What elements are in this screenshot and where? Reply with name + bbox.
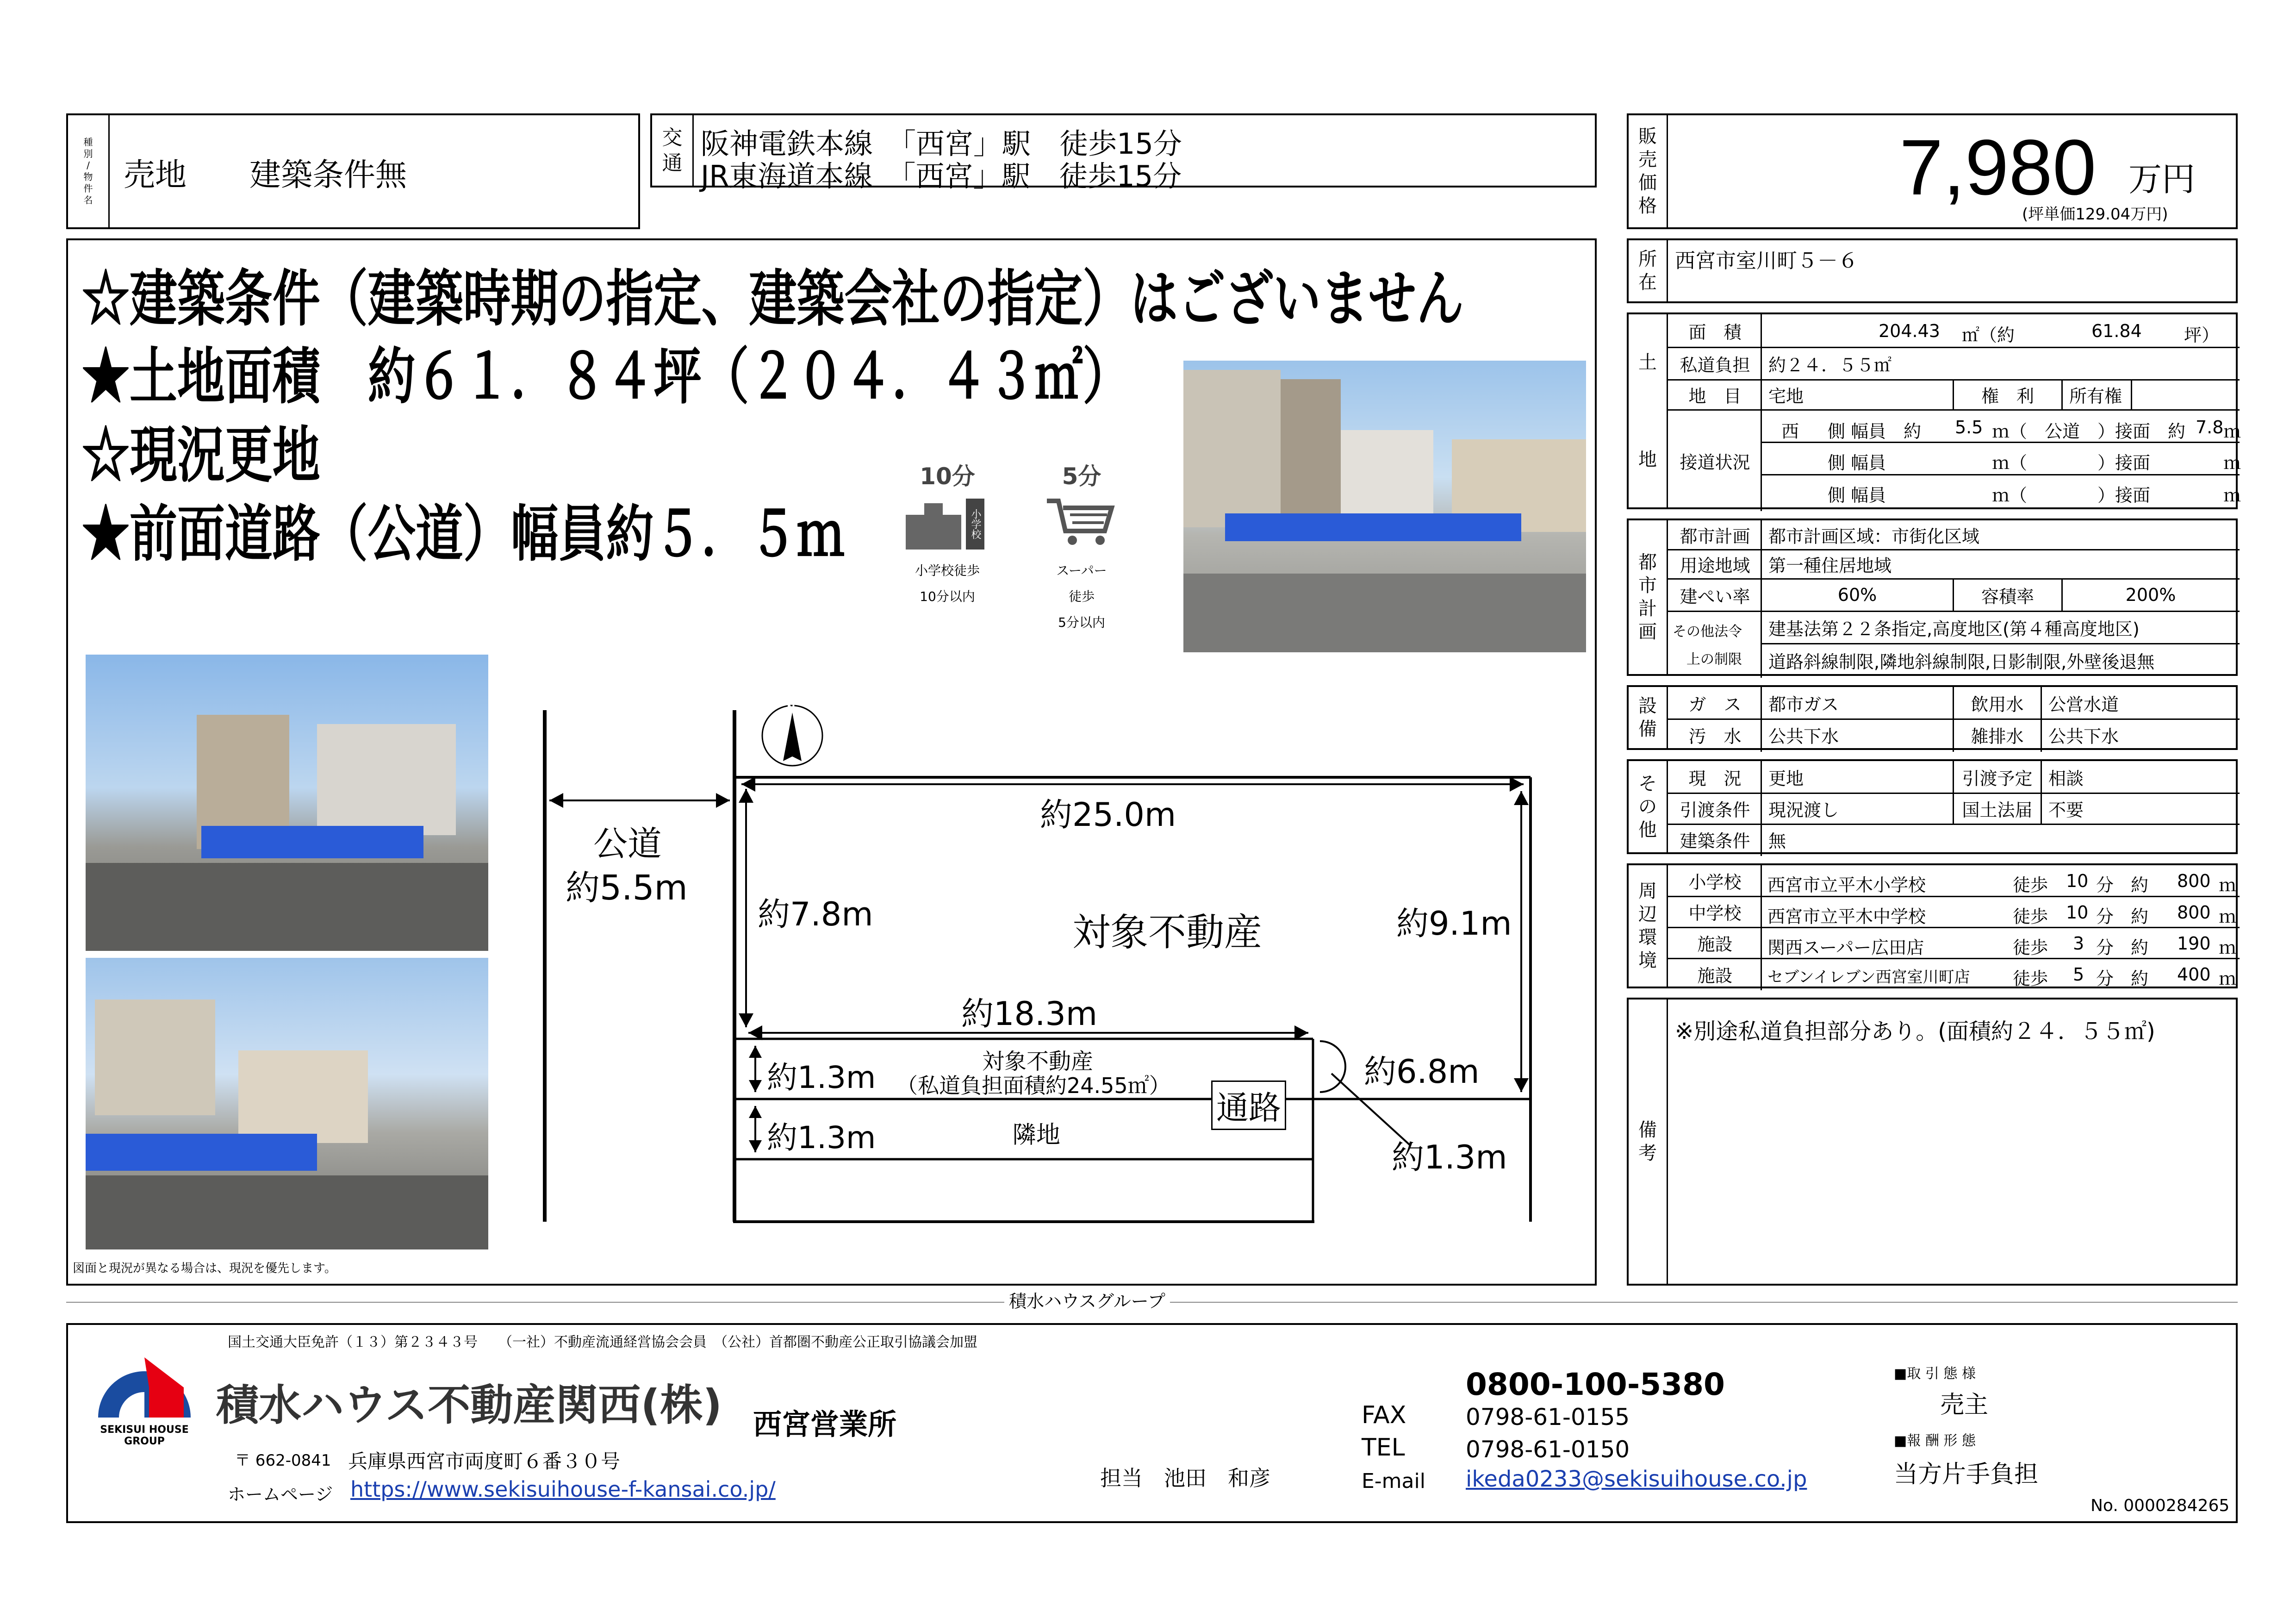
neighbor-label: 隣地 bbox=[1012, 1121, 1061, 1149]
email-link[interactable]: ikeda0233@sekisuihouse.co.jp bbox=[1466, 1466, 1807, 1492]
strip-height-2: 約1.3m bbox=[767, 1120, 876, 1156]
address-box bbox=[1627, 238, 2238, 303]
other-box: そ の 他 現 況 更地 引渡予定 相談 引渡条件 現況渡し 国土法届 不要 建築条件 無 bbox=[1627, 759, 2238, 854]
school-icon: 小学校 bbox=[901, 494, 994, 550]
email-label: E-mail bbox=[1362, 1469, 1425, 1493]
headline-3: ☆現況更地 bbox=[82, 419, 320, 491]
headline-2: ★土地面積 約６１．８４坪（２０４．４３㎡） bbox=[82, 341, 1131, 412]
main-panel bbox=[66, 238, 1597, 1286]
lot-right-depth: 約9.1m bbox=[1396, 905, 1512, 943]
company-address: 兵庫県西宮市両度町６番３０号 bbox=[348, 1450, 621, 1473]
surr-row-3-kind: 施設 bbox=[1697, 934, 1733, 955]
address-value: 西宮市室川町５－６ bbox=[1675, 249, 1858, 273]
price-unit: 万円 bbox=[2128, 160, 2196, 199]
price-label: 販 売 価 格 bbox=[1629, 115, 1668, 227]
surr-row-1-kind: 小学校 bbox=[1688, 872, 1742, 893]
surr-row-2-kind: 中学校 bbox=[1688, 903, 1742, 924]
tel-number[interactable]: 0798-61-0150 bbox=[1466, 1436, 1630, 1463]
land-area-value: 204.43 bbox=[1879, 321, 1940, 341]
headline-1: ☆建築条件（建築時期の指定、建築会社の指定）はございません bbox=[82, 263, 1464, 335]
fee-type-value: 当方片手負担 bbox=[1894, 1461, 2039, 1488]
chimoku-value: 宅地 bbox=[1768, 386, 1804, 406]
type-box bbox=[66, 113, 640, 229]
license-text: 国土交通大臣免許（１３）第２３４３号 （一社）不動産流通経営協会会員 （公社）首都圏不動産公正取引協議会加盟 bbox=[228, 1334, 977, 1350]
road-access-label: 接道状況 bbox=[1680, 452, 1750, 473]
surr-row-3-name: 関西スーパー広田店 bbox=[1767, 937, 1924, 958]
transport-box bbox=[650, 113, 1597, 193]
super-caption-2: 徒歩 bbox=[1068, 589, 1095, 604]
company-logo: SEKISUI HOUSE GROUP bbox=[91, 1353, 198, 1450]
disclaimer: 図面と現況が異なる場合は、現況を優先します。 bbox=[73, 1262, 336, 1275]
sekisui-logo-icon bbox=[91, 1353, 198, 1422]
lot-bottom-width: 約18.3m bbox=[961, 995, 1098, 1033]
rights-value: 所有権 bbox=[2069, 386, 2122, 406]
branch-name: 西宮営業所 bbox=[753, 1407, 897, 1441]
deal-type-value: 売主 bbox=[1940, 1391, 1989, 1419]
fax-number: 0798-61-0155 bbox=[1466, 1404, 1630, 1430]
footer-box bbox=[66, 1323, 2238, 1523]
land-area-tsubo: 61.84 bbox=[2091, 321, 2142, 341]
headline-4: ★前面道路（公道）幅員約５．５ｍ bbox=[82, 498, 845, 570]
surr-row-2-name: 西宮市立平木中学校 bbox=[1767, 906, 1926, 927]
rights-label: 権 利 bbox=[1981, 386, 2034, 406]
school-caption-1: 小学校徒歩 bbox=[915, 563, 980, 578]
school-minutes: 10分 bbox=[920, 463, 975, 490]
strip-sublabel: （私道負担面積約24.55㎡） bbox=[896, 1073, 1170, 1098]
land-area-label: 面 積 bbox=[1688, 322, 1742, 343]
land-area-unit: ㎡（約 bbox=[1962, 325, 2015, 345]
school-caption-2: 10分以内 bbox=[920, 589, 975, 604]
right-strip-height: 約1.3m bbox=[1392, 1138, 1507, 1176]
deal-type-label: ■取 引 態 様 bbox=[1894, 1366, 1976, 1382]
document-number: No. 0000284265 bbox=[2091, 1496, 2230, 1515]
free-dial[interactable]: 0800-100-5380 bbox=[1466, 1367, 1725, 1402]
homepage-label: ホームページ bbox=[228, 1484, 333, 1505]
type-value: 売地 建築条件無 bbox=[124, 157, 407, 194]
transport-label: 交 通 bbox=[652, 115, 694, 186]
right-strip-width: 約6.8m bbox=[1364, 1053, 1480, 1091]
road-label: 公道 bbox=[593, 824, 662, 864]
strip-height-1: 約1.3m bbox=[767, 1060, 876, 1095]
land-box: 土 地 面 積 204.43 ㎡（約 61.84 坪） 私道負担 約２４．５５㎡ 地 目 宅地 権 利 所有権 接道状況 西 側 幅員 約 5.5 ｍ（ 公道 ）接面 約 7.8 ｍ 側 幅員 ｍ（ ）接面 ｍ 側 幅員 ｍ（ ）接面 ｍ bbox=[1627, 312, 2238, 509]
private-road-value: 約２４．５５㎡ bbox=[1768, 355, 1892, 375]
strip-label: 対象不動産 bbox=[982, 1049, 1094, 1074]
price-value: 7,980 bbox=[1899, 124, 2097, 212]
address-label: 所 在 bbox=[1629, 240, 1668, 301]
lot-left-depth: 約7.8m bbox=[758, 895, 873, 933]
north-label: N bbox=[787, 703, 796, 715]
staff-name: 担当 池田 和彦 bbox=[1100, 1466, 1270, 1491]
company-name: 積水ハウス不動産関西(株) bbox=[216, 1380, 722, 1430]
passage-label: 通路 bbox=[1211, 1081, 1286, 1130]
super-minutes: 5分 bbox=[1062, 463, 1101, 490]
transport-line-2: JR東海道本線 「西宮」駅 徒歩15分 bbox=[701, 159, 1182, 193]
lot-center-label: 対象不動産 bbox=[1072, 911, 1263, 955]
tel-label: TEL bbox=[1362, 1434, 1405, 1462]
lot-top-width: 約25.0m bbox=[1040, 796, 1176, 834]
facilities-box: 設 備 ガ ス 都市ガス 飲用水 公営水道 汚 水 公共下水 雑排水 公共下水 bbox=[1627, 685, 2238, 750]
fax-label: FAX bbox=[1362, 1401, 1406, 1429]
super-caption-3: 5分以内 bbox=[1058, 615, 1105, 630]
postal-code: 〒 662-0841 bbox=[235, 1451, 331, 1470]
remarks-text: ※別途私道負担部分あり。(面積約２４．５５㎡) bbox=[1675, 1018, 2155, 1044]
type-label: 種 別 / 物 件 名 bbox=[68, 115, 110, 227]
homepage-link[interactable]: https://www.sekisuihouse-f-kansai.co.jp/ bbox=[350, 1477, 776, 1502]
transport-line-1: 阪神電鉄本線 「西宮」駅 徒歩15分 bbox=[701, 127, 1182, 161]
super-caption-1: スーパー bbox=[1056, 563, 1107, 578]
chimoku-label: 地 目 bbox=[1688, 386, 1742, 406]
surr-row-1-name: 西宮市立平木小学校 bbox=[1767, 875, 1926, 895]
group-label: 積水ハウスグループ bbox=[1004, 1287, 1170, 1312]
road-width-label: 約5.5m bbox=[566, 868, 688, 908]
price-box bbox=[1627, 113, 2238, 229]
land-area-tsubo-unit: 坪） bbox=[2184, 325, 2220, 345]
fee-type-label: ■報 酬 形 態 bbox=[1894, 1433, 1976, 1449]
private-road-label: 私道負担 bbox=[1680, 355, 1750, 375]
surr-row-4-kind: 施設 bbox=[1697, 965, 1733, 986]
remarks-box: 備 考 ※別途私道負担部分あり。(面積約２４．５５㎡) bbox=[1627, 998, 2238, 1286]
surr-row-4-name: セブンイレブン西宮室川町店 bbox=[1767, 968, 1970, 987]
city-plan-box: 都 市 計 画 都市計画 都市計画区域：市街化区域 用途地域 第一種住居地域 建ぺい率 60% 容積率 200% その他法令 上の制限 建基法第２２条指定,高度地区(第４種高度地区) 道路斜線制限,隣地斜線制限,日影制限,外壁後退無 bbox=[1627, 518, 2238, 676]
price-per-tsubo: (坪単価129.04万円) bbox=[2022, 205, 2168, 224]
surroundings-box: 周 辺 環 境 小学校 西宮市立平木小学校 徒歩 10 分 約 800 ｍ 中学校 西宮市立平木中学校 徒歩 10 分 約 800 ｍ 施設 関西スーパー広田店 徒歩 3 分 約 190 ｍ 施設 セブンイレブン西宮室川町店 徒歩 5 分 約 400 ｍ bbox=[1627, 863, 2238, 988]
